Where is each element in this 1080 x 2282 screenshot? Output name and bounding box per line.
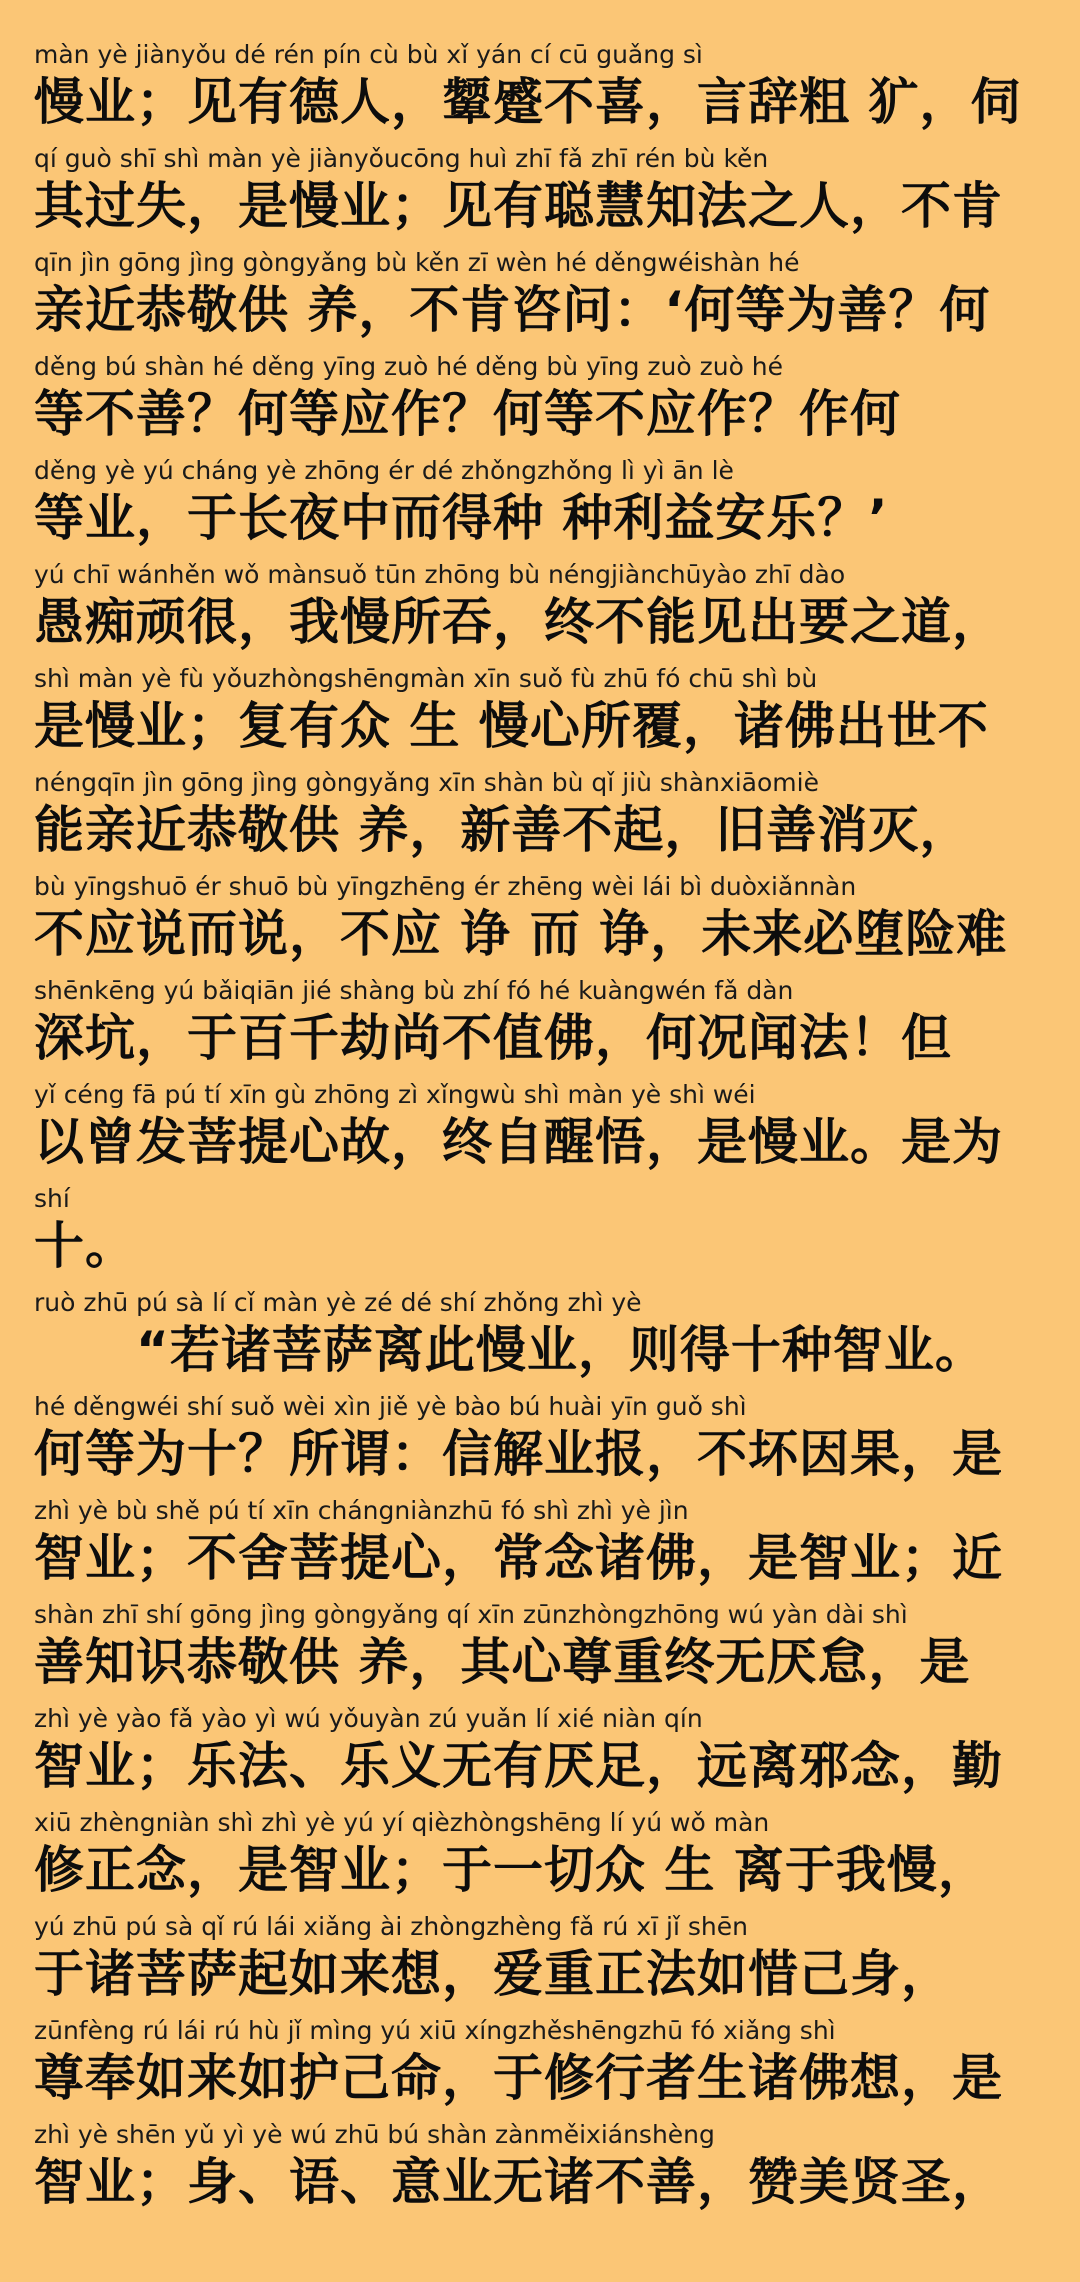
- pinyin-annotation: zhì yè shēn yǔ yì yè wú zhū bú shàn zànměixiánshèng: [34, 2120, 715, 2149]
- chinese-text: 愚痴顽很，我慢所吞，终不能见出要之道，: [34, 593, 1003, 651]
- text-line: [34, 38, 1046, 142]
- pinyin-annotation: shí: [34, 1184, 70, 1213]
- text-line: [34, 2014, 1046, 2118]
- text-line: [34, 1910, 1046, 2014]
- pinyin-annotation: ruò zhū pú sà lí cǐ màn yè zé dé shí zhǒng zhì yè: [34, 1288, 642, 1317]
- text-line: [34, 1806, 1046, 1910]
- chinese-text: 智业；不舍菩提心，常念诸佛，是智业；近: [34, 1529, 1003, 1587]
- text-line: [34, 662, 1046, 766]
- pinyin-annotation: yǐ céng fā pú tí xīn gù zhōng zì xǐngwù shì màn yè shì wéi: [34, 1080, 756, 1109]
- chinese-text: “若诸菩萨离此慢业，则得十种智业。: [34, 1321, 986, 1379]
- chinese-text: 深坑，于百千劫尚不值佛，何况闻法！但: [34, 1009, 952, 1067]
- pinyin-annotation: zūnfèng rú lái rú hù jǐ mìng yú xiū xíngzhěshēngzhū fó xiǎng shì: [34, 2016, 836, 2045]
- pinyin-annotation: xiū zhèngniàn shì zhì yè yú yí qièzhòngshēng lí yú wǒ màn: [34, 1808, 770, 1837]
- chinese-text: 是慢业；复有众 生 慢心所覆，诸佛出世不: [34, 697, 989, 755]
- pinyin-annotation: shì màn yè fù yǒuzhòngshēngmàn xīn suǒ fù zhū fó chū shì bù: [34, 664, 818, 693]
- text-line: [34, 558, 1046, 662]
- pinyin-annotation: shēnkēng yú bǎiqiān jié shàng bù zhí fó hé kuàngwén fǎ dàn: [34, 976, 794, 1005]
- chinese-text: 十。: [34, 1217, 136, 1275]
- text-line: [34, 246, 1046, 350]
- pinyin-annotation: shàn zhī shí gōng jìng gòngyǎng qí xīn zūnzhòngzhōng wú yàn dài shì: [34, 1600, 908, 1629]
- text-line: [34, 766, 1046, 870]
- text-line: [34, 1390, 1046, 1494]
- text-line: [34, 870, 1046, 974]
- text-line: [34, 1494, 1046, 1598]
- text-line: [34, 1286, 1046, 1390]
- pinyin-annotation: bù yīngshuō ér shuō bù yīngzhēng ér zhēng wèi lái bì duòxiǎnnàn: [34, 872, 857, 901]
- pinyin-annotation: qí guò shī shì màn yè jiànyǒucōng huì zhī fǎ zhī rén bù kěn: [34, 144, 769, 173]
- pinyin-annotation: hé děngwéi shí suǒ wèi xìn jiě yè bào bú huài yīn guǒ shì: [34, 1392, 747, 1421]
- chinese-text: 修正念，是智业；于一切众 生 离于我慢，: [34, 1841, 989, 1899]
- chinese-text: 等业，于长夜中而得种 种利益安乐？’: [34, 489, 889, 547]
- chinese-text: 慢业；见有德人，颦蹙不喜，言辞粗 犷，伺: [34, 73, 1022, 131]
- chinese-text: 于诸菩萨起如来想，爱重正法如惜己身，: [34, 1945, 952, 2003]
- text-line: [34, 350, 1046, 454]
- chinese-text: 善知识恭敬供 养，其心尊重终无厌怠，是: [34, 1633, 971, 1691]
- chinese-text: 以曾发菩提心故，终自醒悟，是慢业。是为: [34, 1113, 1003, 1171]
- chinese-text: 亲近恭敬供 养，不肯咨问：‘何等为善？何: [34, 281, 991, 339]
- chinese-text: 能亲近恭敬供 养，新善不起，旧善消灭，: [34, 801, 971, 859]
- pinyin-annotation: děng yè yú cháng yè zhōng ér dé zhǒngzhǒng lì yì ān lè: [34, 456, 734, 485]
- chinese-text: 智业；乐法、乐义无有厌足，远离邪念，勤: [34, 1737, 1003, 1795]
- chinese-text: 何等为十？所谓：信解业报，不坏因果，是: [34, 1425, 1003, 1483]
- pinyin-annotation: zhì yè yào fǎ yào yì wú yǒuyàn zú yuǎn lí xié niàn qín: [34, 1704, 703, 1733]
- chinese-text: 尊奉如来如护己命，于修行者生诸佛想，是: [34, 2049, 1003, 2107]
- text-line: [34, 1182, 1046, 1286]
- text-line: [34, 974, 1046, 1078]
- text-line: [34, 2118, 1046, 2222]
- pinyin-annotation: děng bú shàn hé děng yīng zuò hé děng bù yīng zuò zuò hé: [34, 352, 784, 381]
- pinyin-annotation: màn yè jiànyǒu dé rén pín cù bù xǐ yán cí cū guǎng sì: [34, 40, 703, 69]
- chinese-text: 其过失，是慢业；见有聪慧知法之人，不肯: [34, 177, 1003, 235]
- text-line: [34, 1702, 1046, 1806]
- text-line: [34, 1598, 1046, 1702]
- text-line: [34, 1078, 1046, 1182]
- text-line: [34, 142, 1046, 246]
- text-body: [34, 38, 1046, 2222]
- chinese-text: 智业；身、语、意业无诸不善，赞美贤圣，: [34, 2153, 1003, 2211]
- pinyin-annotation: qīn jìn gōng jìng gòngyǎng bù kěn zī wèn hé děngwéishàn hé: [34, 248, 800, 277]
- text-line: [34, 454, 1046, 558]
- pinyin-annotation: yú zhū pú sà qǐ rú lái xiǎng ài zhòngzhèng fǎ rú xī jǐ shēn: [34, 1912, 748, 1941]
- pinyin-annotation: néngqīn jìn gōng jìng gòngyǎng xīn shàn bù qǐ jiù shànxiāomiè: [34, 768, 819, 797]
- chinese-text: 不应说而说，不应 诤 而 诤，未来必堕险难: [34, 905, 1008, 963]
- pinyin-annotation: yú chī wánhěn wǒ mànsuǒ tūn zhōng bù néngjiànchūyào zhī dào: [34, 560, 846, 589]
- chinese-text: 等不善？何等应作？何等不应作？作何: [34, 385, 901, 443]
- pinyin-annotation: zhì yè bù shě pú tí xīn chángniànzhū fó shì zhì yè jìn: [34, 1496, 689, 1525]
